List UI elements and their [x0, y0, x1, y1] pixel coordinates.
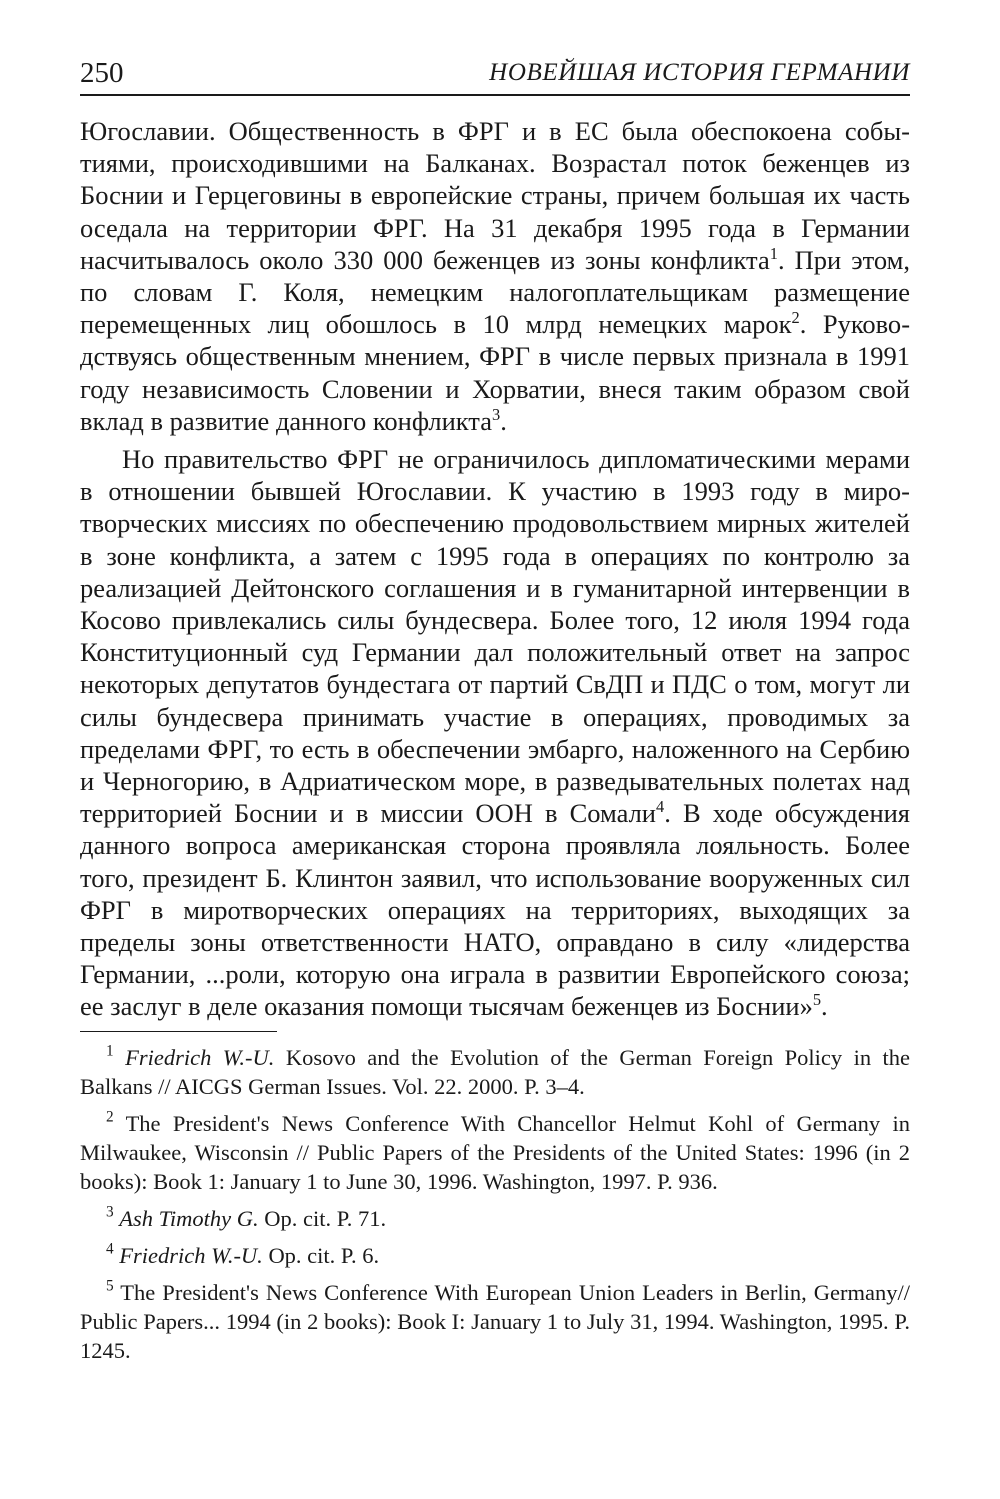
paragraph-text: . В ходе обсуждения данного вопроса американская сторона проявляла лояльность. Более того, президент Б. Клинтон заявил, что использование вооруженных сил ФРГ в миротворческих операциях на территориях, выходящих за пределы зоны ответственности НАТО, оправдано в силу «лидерства Германии, ...роли, которую она играла в развитии Европейского союза; ее заслуг в деле оказания помощи тысячам беженцев из Боснии»: [80, 798, 910, 1022]
body-text: [80, 115, 910, 1023]
paragraph-text: .: [821, 991, 828, 1022]
paragraph-text: . При этом, по словам Г. Коля, немецким налогоплательщикам размещение перемещенных лиц обошлось в 10 млрд немецких марок: [80, 244, 910, 340]
footnote-number: 2: [106, 1108, 114, 1126]
footnote-4: [80, 1241, 910, 1270]
footnote-number: 1: [106, 1042, 114, 1060]
footnote-text: The President's News Conference With European Union Leaders in Berlin, Germany// Public Papers... 1994 (in 2 books): Book I: January 1 to July 31, 1994. Washington, 1995. P. 1245.: [80, 1280, 911, 1363]
paragraph-text: Но правительство ФРГ не ограничилось дипломатическими мерами в отношении бывшей Югославии. К участию в 1993 году в миротворческих миссиях по обеспечению продовольствием мирных жителей в зоне конфликта, а затем с 1995 года в операциях по контролю за реализацией Дейтонского соглашения и в гуманитарной интервенции в Косово привлекались силы бундесвера. Более того, 12 июля 1994 года Конституционный суд Германии дал положительный ответ на запрос некоторых депутатов бундестага от партий СвДП и ПДС о том, могут ли силы бундесвера принимать участие в операциях, проводимых за пределами ФРГ, то есть в обеспечении эмбарго, наложенного на Сербию и Черногорию, в Адриатическом море, в разведывательных полетах над территорией Боснии и в миссии ООН в Сомали: [80, 444, 910, 829]
paragraph-2: [80, 443, 910, 1023]
footnote-text: The President's News Conference With Chancellor Helmut Kohl of Germany in Milwaukee, Wisconsin // Public Papers of the Presidents of the United States: 1996 (in 2 books): Book 1: January 1 to June 30, 1996. Washington, 1997. P. 936.: [80, 1111, 910, 1194]
paragraph-text: .: [500, 405, 507, 436]
footnote-ref: 1: [769, 243, 778, 263]
footnote-number: 3: [106, 1203, 114, 1221]
footnote-number: 4: [106, 1240, 114, 1258]
footnote-text: Kosovo and the Evolution of the German Foreign Policy in the Balkans // AICGS German Issues. Vol. 22. 2000. P. 3–4.: [80, 1045, 910, 1099]
footnote-author: Friedrich W.-U.: [119, 1243, 263, 1268]
running-title: НОВЕЙШАЯ ИСТОРИЯ ГЕРМАНИИ: [489, 59, 910, 86]
footnote-ref: 3: [491, 404, 501, 424]
footnote-number: 5: [106, 1277, 114, 1295]
footnote-author: Friedrich W.-U.: [125, 1045, 275, 1070]
footnote-1: [80, 1043, 910, 1101]
footnote-5: [80, 1278, 910, 1365]
footnote-ref: 2: [791, 308, 800, 328]
page-number: 250: [80, 57, 124, 89]
footnote-text: Op. cit. P. 6.: [262, 1243, 380, 1268]
running-head: [80, 56, 910, 96]
footnote-author: Ash Timothy G.: [119, 1206, 259, 1231]
footnotes: [80, 1043, 910, 1373]
footnote-ref: 4: [656, 797, 665, 817]
paragraph-text: . Руководствуясь общественным мнением, ФРГ в числе первых признала в 1991 году независимость Словении и Хорватии, внеся таким образом свой вклад в развитие данного конфликта: [80, 309, 911, 436]
footnote-3: [80, 1204, 910, 1233]
paragraph-text: Югославии. Общественность в ФРГ и в ЕС была обеспокоена событиями, происходившими на Балканах. Возрастал поток беженцев из Боснии и Герцеговины в европейские страны, причем большая их часть оседала на территории ФРГ. На 31 декабря 1995 года в Германии насчитывалось около 330 000 беженцев из зоны конфликта: [80, 116, 910, 275]
footnote-separator: [80, 1031, 277, 1032]
footnote-ref: 5: [812, 990, 822, 1010]
footnote-2: [80, 1109, 910, 1196]
footnote-text: Op. cit. P. 71.: [258, 1206, 387, 1231]
paragraph-1: [80, 115, 910, 437]
